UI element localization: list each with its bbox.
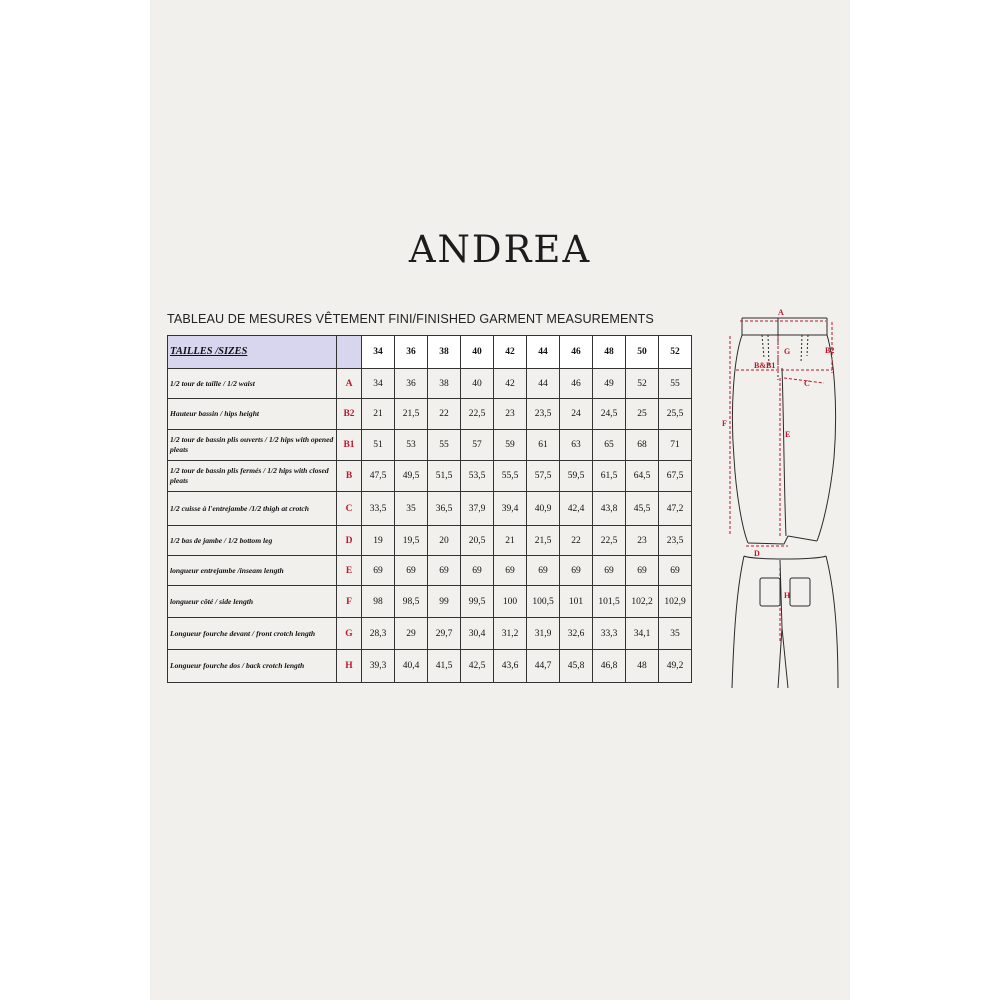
measurement-value: 36 [395, 369, 428, 399]
measurement-code: C [337, 492, 362, 526]
measurement-value: 69 [494, 556, 527, 586]
measurement-value: 59 [494, 430, 527, 461]
measurement-label: 1/2 cuisse à l'entrejambe /1/2 thigh at crotch [168, 492, 337, 526]
measurement-value: 101,5 [593, 586, 626, 618]
table-header-row [168, 336, 692, 369]
measurement-value: 69 [659, 556, 692, 586]
measurement-value: 69 [461, 556, 494, 586]
size-header-44: 44 [527, 336, 560, 369]
measurement-value: 23,5 [527, 399, 560, 430]
measurement-value: 43,8 [593, 492, 626, 526]
measurement-value: 59,5 [560, 461, 593, 492]
measurement-value: 102,9 [659, 586, 692, 618]
trousers-technical-drawing [722, 298, 842, 698]
measurement-value: 47,5 [362, 461, 395, 492]
measurement-value: 19 [362, 526, 395, 556]
measurement-value: 23,5 [659, 526, 692, 556]
measurement-value: 71 [659, 430, 692, 461]
measurement-value: 37,9 [461, 492, 494, 526]
measurement-code: B [337, 461, 362, 492]
measurement-label: 1/2 tour de taille / 1/2 waist [168, 369, 337, 399]
measurement-code: B1 [337, 430, 362, 461]
code-header-cell [337, 336, 362, 369]
measurement-value: 100,5 [527, 586, 560, 618]
measurement-value: 39,3 [362, 650, 395, 683]
measurement-code: D [337, 526, 362, 556]
measurement-value: 21,5 [527, 526, 560, 556]
label-b-b1: B&B1 [754, 361, 776, 370]
table-row [168, 556, 692, 586]
measurement-value: 34,1 [626, 618, 659, 650]
measurement-value: 31,2 [494, 618, 527, 650]
size-header-40: 40 [461, 336, 494, 369]
sizes-header-label: TAILLES /SIZES [168, 336, 337, 369]
measurement-value: 53,5 [461, 461, 494, 492]
measurement-value: 42 [494, 369, 527, 399]
measurement-label: Longueur fourche devant / front crotch length [168, 618, 337, 650]
measurement-value: 69 [428, 556, 461, 586]
table-row [168, 650, 692, 683]
measurement-value: 29,7 [428, 618, 461, 650]
measurement-value: 98,5 [395, 586, 428, 618]
measurement-label: 1/2 bas de jambe / 1/2 bottom leg [168, 526, 337, 556]
measurement-value: 69 [560, 556, 593, 586]
size-header-52: 52 [659, 336, 692, 369]
measurement-label: longueur côté / side length [168, 586, 337, 618]
measurement-value: 22 [428, 399, 461, 430]
size-header-36: 36 [395, 336, 428, 369]
measurement-label: Longueur fourche dos / back crotch length [168, 650, 337, 683]
measurement-value: 55 [659, 369, 692, 399]
label-a: A [778, 308, 784, 317]
measurement-table [167, 335, 692, 683]
measurement-value: 57 [461, 430, 494, 461]
measurement-value: 67,5 [659, 461, 692, 492]
measurement-value: 29 [395, 618, 428, 650]
table-row [168, 399, 692, 430]
measurement-value: 33,3 [593, 618, 626, 650]
label-b2: B2 [825, 346, 835, 355]
measurement-value: 47,2 [659, 492, 692, 526]
measurement-value: 42,5 [461, 650, 494, 683]
measurement-value: 43,6 [494, 650, 527, 683]
label-d: D [754, 549, 760, 558]
measurement-code: A [337, 369, 362, 399]
measurement-value: 25 [626, 399, 659, 430]
measurement-value: 63 [560, 430, 593, 461]
measurement-value: 61,5 [593, 461, 626, 492]
measurement-value: 57,5 [527, 461, 560, 492]
measurement-value: 51 [362, 430, 395, 461]
measurement-value: 53 [395, 430, 428, 461]
measurement-value: 40,9 [527, 492, 560, 526]
measurement-value: 30,4 [461, 618, 494, 650]
measurement-value: 68 [626, 430, 659, 461]
measurement-value: 38 [428, 369, 461, 399]
table-row [168, 461, 692, 492]
measurement-value: 46 [560, 369, 593, 399]
measurement-value: 20 [428, 526, 461, 556]
measurement-value: 69 [395, 556, 428, 586]
label-h: H [784, 591, 791, 600]
measurement-value: 22 [560, 526, 593, 556]
measurement-value: 21 [362, 399, 395, 430]
measurement-value: 102,2 [626, 586, 659, 618]
size-header-38: 38 [428, 336, 461, 369]
label-f: F [722, 419, 727, 428]
measurement-value: 46,8 [593, 650, 626, 683]
measurement-value: 25,5 [659, 399, 692, 430]
measurement-value: 49,2 [659, 650, 692, 683]
measurement-value: 24 [560, 399, 593, 430]
table-row [168, 618, 692, 650]
table-row [168, 369, 692, 399]
measurement-value: 28,3 [362, 618, 395, 650]
measurement-value: 44 [527, 369, 560, 399]
measurement-value: 32,6 [560, 618, 593, 650]
size-header-46: 46 [560, 336, 593, 369]
measurement-value: 21,5 [395, 399, 428, 430]
measurement-value: 65 [593, 430, 626, 461]
measurement-value: 41,5 [428, 650, 461, 683]
measurement-value: 19,5 [395, 526, 428, 556]
measurement-code: G [337, 618, 362, 650]
measurement-code: E [337, 556, 362, 586]
document-page [150, 0, 850, 1000]
measurement-value: 55 [428, 430, 461, 461]
measurement-value: 69 [527, 556, 560, 586]
size-header-48: 48 [593, 336, 626, 369]
measurement-value: 21 [494, 526, 527, 556]
measurement-value: 23 [626, 526, 659, 556]
table-row [168, 492, 692, 526]
measurement-value: 55,5 [494, 461, 527, 492]
size-header-42: 42 [494, 336, 527, 369]
measurement-value: 45,8 [560, 650, 593, 683]
measurement-label: 1/2 tour de bassin plis ouverts / 1/2 hips with opened pleats [168, 430, 337, 461]
measurement-value: 51,5 [428, 461, 461, 492]
table-row [168, 430, 692, 461]
measurement-value: 22,5 [593, 526, 626, 556]
measurement-value: 48 [626, 650, 659, 683]
label-e: E [785, 430, 791, 439]
measurement-value: 42,4 [560, 492, 593, 526]
measurement-value: 24,5 [593, 399, 626, 430]
measurement-value: 22,5 [461, 399, 494, 430]
table-row [168, 586, 692, 618]
measurement-value: 31,9 [527, 618, 560, 650]
measurement-value: 69 [362, 556, 395, 586]
measurement-value: 35 [659, 618, 692, 650]
measurement-label: longueur entrejambe /inseam length [168, 556, 337, 586]
measurement-label: Hauteur bassin / hips height [168, 399, 337, 430]
measurement-value: 20,5 [461, 526, 494, 556]
measurement-value: 36,5 [428, 492, 461, 526]
back-view-drawing [732, 556, 838, 688]
measurement-value: 52 [626, 369, 659, 399]
measurement-code: F [337, 586, 362, 618]
measurement-value: 23 [494, 399, 527, 430]
measurement-value: 40,4 [395, 650, 428, 683]
measurement-value: 49 [593, 369, 626, 399]
measurement-label: 1/2 tour de bassin plis fermés / 1/2 hips with closed pleats [168, 461, 337, 492]
measurement-value: 39,4 [494, 492, 527, 526]
measurement-value: 49,5 [395, 461, 428, 492]
measurement-value: 100 [494, 586, 527, 618]
measurement-value: 69 [626, 556, 659, 586]
measurement-code: B2 [337, 399, 362, 430]
measurement-value: 99 [428, 586, 461, 618]
label-g: G [784, 347, 791, 356]
measurement-value: 34 [362, 369, 395, 399]
measurement-value: 45,5 [626, 492, 659, 526]
measurement-code: H [337, 650, 362, 683]
page-title: ANDREA [408, 228, 592, 271]
table-caption: TABLEAU DE MESURES VÊTEMENT FINI/FINISHED GARMENT MEASUREMENTS [167, 312, 654, 326]
measurement-value: 35 [395, 492, 428, 526]
measurement-value: 69 [593, 556, 626, 586]
table-row [168, 526, 692, 556]
measurement-value: 99,5 [461, 586, 494, 618]
size-header-50: 50 [626, 336, 659, 369]
measurement-value: 101 [560, 586, 593, 618]
measurement-value: 40 [461, 369, 494, 399]
measurement-value: 44,7 [527, 650, 560, 683]
measurement-value: 61 [527, 430, 560, 461]
measurement-value: 64,5 [626, 461, 659, 492]
label-c: C [804, 379, 810, 388]
measurement-value: 33,5 [362, 492, 395, 526]
measurement-value: 98 [362, 586, 395, 618]
size-header-34: 34 [362, 336, 395, 369]
